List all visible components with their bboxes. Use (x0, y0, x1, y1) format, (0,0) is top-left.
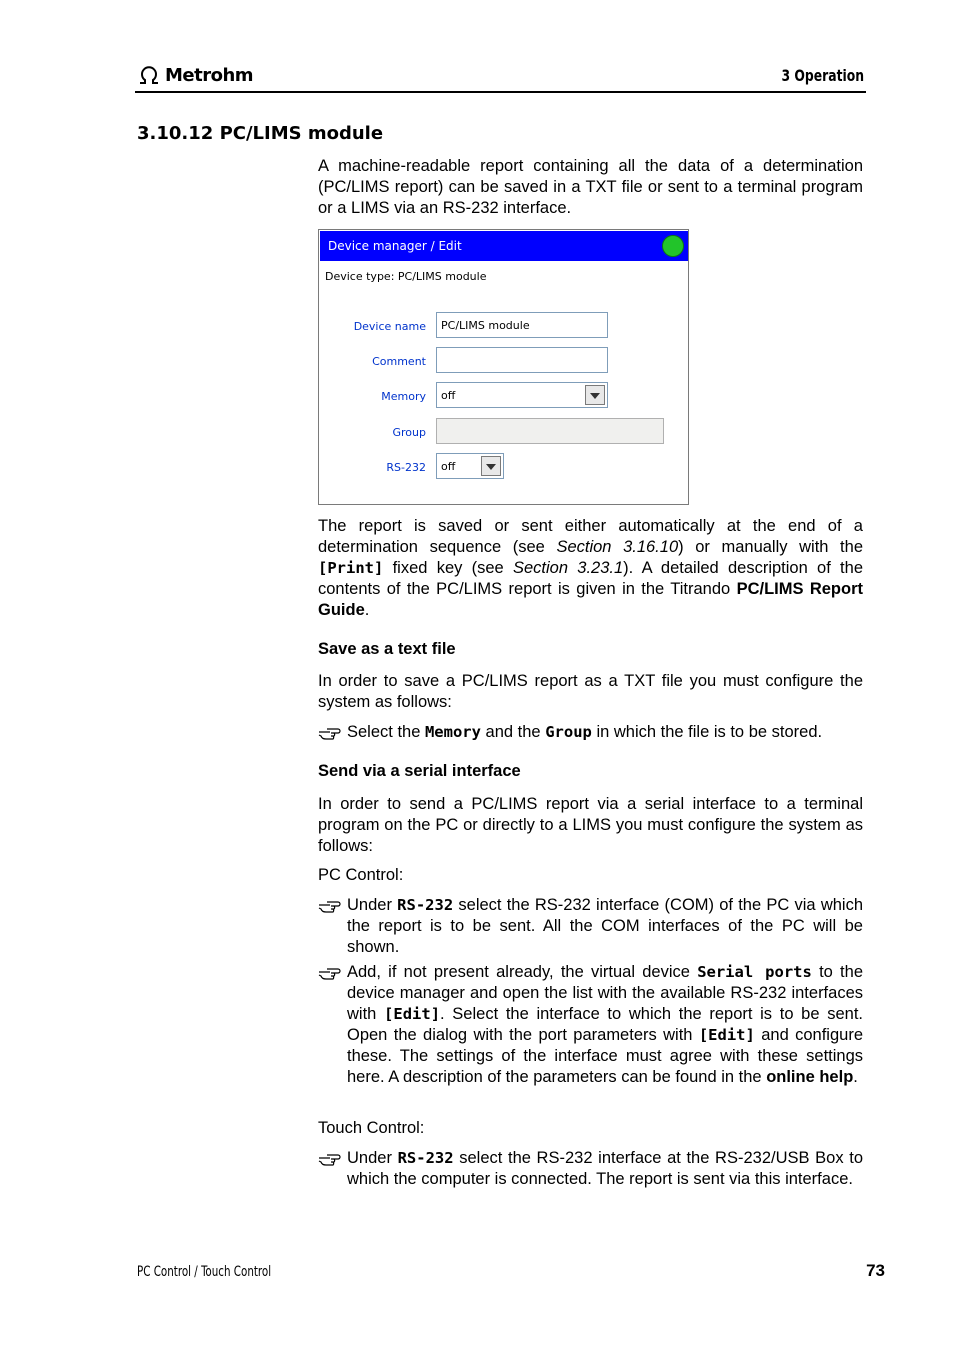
group-field (436, 418, 664, 444)
pc-control-label: PC Control: (318, 866, 404, 884)
text-run: and configure these. The settings of the interface must agree with these settings here. A description of the parameters can be found in the (347, 1026, 863, 1086)
text-run: Add, if not present already, the virtual device (347, 963, 698, 981)
device-name-field[interactable]: PC/LIMS module (436, 312, 608, 338)
memory-key: Memory (424, 723, 481, 741)
comment-field[interactable] (436, 347, 608, 373)
serial-heading: Send via a serial interface (318, 762, 521, 780)
pointing-hand-icon (318, 962, 344, 980)
text-run: ). A detailed description of the contents of the PC/LIMS report is given in the Titrando (318, 559, 863, 598)
status-indicator-icon (662, 235, 684, 257)
device-name-label: Device name (353, 320, 426, 333)
pointing-hand-icon (318, 1148, 344, 1166)
footer-product: PC Control / Touch Control (137, 1264, 272, 1280)
text-run: Under (347, 896, 398, 914)
group-key: Group (545, 723, 592, 741)
rs232-key: RS-232 (397, 1149, 454, 1167)
list-item (318, 1148, 863, 1190)
text-run: . (853, 1068, 858, 1086)
chevron-down-icon[interactable] (481, 456, 501, 476)
chevron-down-icon[interactable] (585, 385, 605, 405)
dialog-titlebar (320, 231, 688, 261)
rs232-value: off (441, 460, 456, 473)
text-run: and the (480, 723, 546, 741)
chapter-title: 3 Operation (781, 66, 864, 85)
section-title: 3.10.12 PC/LIMS module (137, 123, 384, 144)
text-run: in which the file is to be stored. (591, 723, 823, 741)
rs232-key: RS-232 (397, 896, 454, 914)
text-run: fixed key (see (383, 559, 513, 577)
text-file-intro: In order to save a PC/LIMS report as a TXT file you must configure the system as follows: (318, 672, 863, 711)
memory-label: Memory (381, 390, 426, 403)
page-number: 73 (866, 1261, 885, 1280)
text-run: Select the (347, 723, 425, 741)
edit-key: [Edit] (384, 1005, 441, 1023)
guide-name: PC/LIMS Report Guide (318, 580, 864, 619)
memory-select[interactable] (436, 382, 608, 408)
text-run: ) or manually with the (678, 538, 863, 556)
rs232-select[interactable] (436, 453, 504, 479)
text-run: . (364, 601, 370, 619)
edit-key: [Edit] (698, 1026, 755, 1044)
group-label: Group (392, 426, 426, 439)
dialog-title: Device manager / Edit (328, 239, 462, 253)
text-run: The report is saved or sent either automatically at the end of a determination sequence (see (318, 517, 863, 556)
omega-icon (137, 65, 161, 85)
text-run: . Select the interface to which the report is to be sent. Open the dialog with the port parameters with (347, 1005, 863, 1044)
metrohm-logo (137, 62, 253, 88)
text-run: to the device manager and open the list with the available RS-232 interfaces with (347, 963, 863, 1023)
print-key: [Print] (318, 559, 384, 577)
list-item (318, 962, 863, 1088)
touch-control-label: Touch Control: (318, 1119, 425, 1137)
memory-value: off (441, 389, 456, 402)
header-divider (135, 91, 866, 93)
list-item (318, 722, 863, 743)
pointing-hand-icon (318, 722, 344, 740)
text-file-heading: Save as a text file (318, 640, 456, 658)
intro-paragraph: A machine-readable report containing all the data of a determination (PC/LIMS report) can be saved in a TXT file or sent to a terminal program or a LIMS via an RS-232 interface. (318, 157, 863, 217)
section-ref: Section 3.23.1 (512, 559, 624, 577)
online-help-ref: online help (766, 1068, 854, 1086)
pointing-hand-icon (318, 895, 344, 913)
logo-text: Metrohm (165, 64, 254, 86)
rs232-label: RS-232 (386, 461, 426, 474)
list-item (318, 895, 863, 958)
text-run: select the RS-232 interface (COM) of the PC via which the report is to be sent. All the COM interfaces of the PC will be shown. (347, 896, 863, 956)
serial-ports-key: Serial ports (697, 963, 812, 981)
serial-intro: In order to send a PC/LIMS report via a serial interface to a terminal program on the PC or directly to a LIMS you must configure the system as follows: (318, 795, 863, 855)
device-type-label: Device type: PC/LIMS module (325, 270, 487, 283)
text-run: Under (347, 1149, 398, 1167)
report-paragraph (318, 516, 863, 621)
device-manager-dialog (318, 229, 689, 505)
comment-label: Comment (372, 355, 426, 368)
section-ref: Section 3.16.10 (556, 538, 679, 556)
text-run: select the RS-232 interface at the RS-232/USB Box to which the computer is connected. The report is sent via this interface. (347, 1149, 863, 1188)
